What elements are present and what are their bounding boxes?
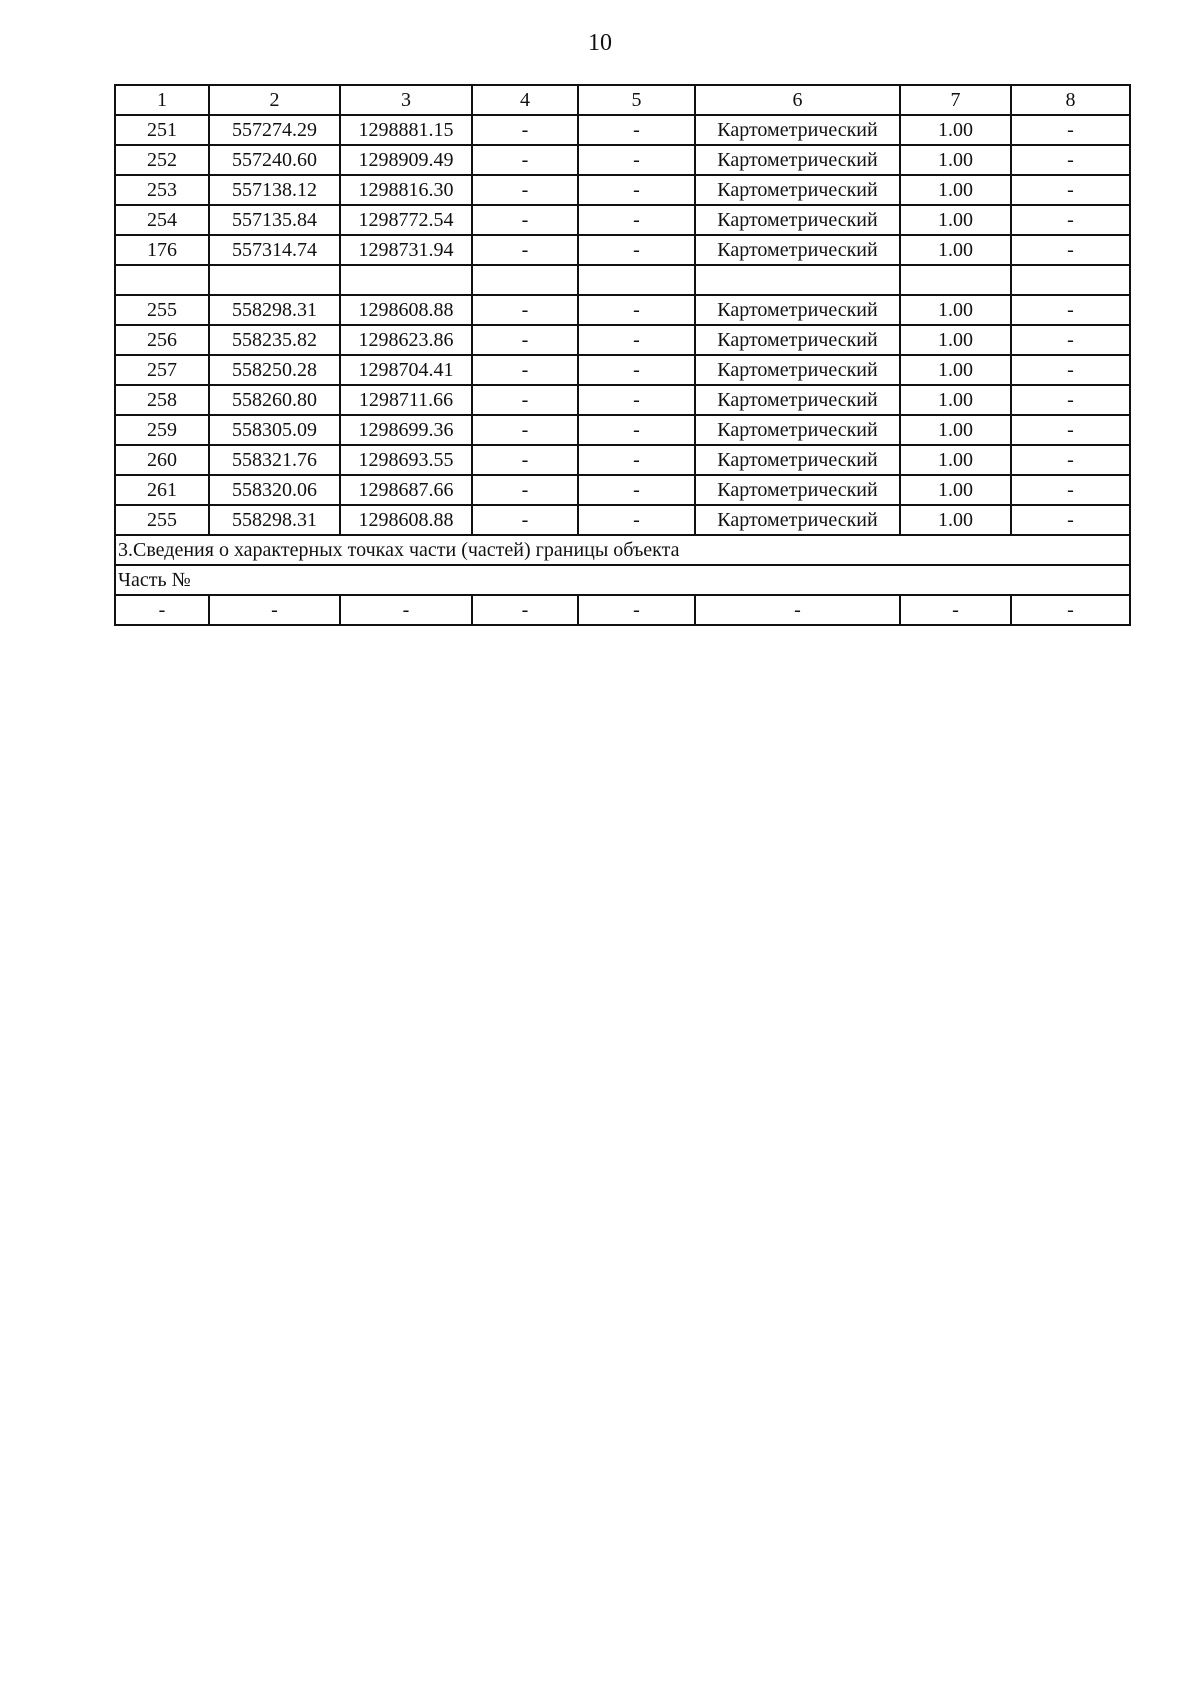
table-cell: -	[1011, 175, 1130, 205]
table-cell: 557138.12	[209, 175, 340, 205]
table-cell: -	[472, 385, 578, 415]
table-cell: -	[1011, 205, 1130, 235]
table-cell: -	[115, 595, 209, 625]
table-cell: 1.00	[900, 385, 1011, 415]
table-cell: Картометрический	[695, 325, 900, 355]
table-cell: 1298704.41	[340, 355, 472, 385]
table-cell: -	[1011, 235, 1130, 265]
empty-cell	[115, 265, 209, 295]
empty-cell	[695, 265, 900, 295]
table-cell: -	[209, 595, 340, 625]
table-cell: 1298772.54	[340, 205, 472, 235]
header-cell: 2	[209, 85, 340, 115]
header-cell: 8	[1011, 85, 1130, 115]
table-cell: -	[1011, 505, 1130, 535]
table-cell: 557240.60	[209, 145, 340, 175]
table-cell: 558321.76	[209, 445, 340, 475]
table-cell: 1298687.66	[340, 475, 472, 505]
table-cell: -	[578, 295, 695, 325]
coordinates-table	[114, 84, 1131, 626]
header-cell: 1	[115, 85, 209, 115]
table-cell: 1.00	[900, 175, 1011, 205]
table-cell: -	[578, 115, 695, 145]
table-cell: -	[472, 355, 578, 385]
table-cell: -	[472, 295, 578, 325]
table-cell: 558250.28	[209, 355, 340, 385]
table-cell: 253	[115, 175, 209, 205]
table-cell: 558298.31	[209, 295, 340, 325]
header-row	[115, 85, 1130, 115]
table-cell: -	[472, 115, 578, 145]
table-row	[115, 415, 1130, 445]
table-cell: -	[472, 205, 578, 235]
table-cell: 260	[115, 445, 209, 475]
table-cell: 1298699.36	[340, 415, 472, 445]
table-cell: Картометрический	[695, 415, 900, 445]
table-row	[115, 355, 1130, 385]
table-cell: Картометрический	[695, 445, 900, 475]
section-3-title: 3.Сведения о характерных точках части (частей) границы объекта	[115, 535, 1130, 565]
table-cell: 1.00	[900, 145, 1011, 175]
table-cell: 1.00	[900, 355, 1011, 385]
table-cell: -	[578, 145, 695, 175]
table-cell: 1.00	[900, 505, 1011, 535]
table-cell: 1.00	[900, 115, 1011, 145]
header-cell: 6	[695, 85, 900, 115]
table-cell: 558235.82	[209, 325, 340, 355]
table-cell: 254	[115, 205, 209, 235]
table-cell: -	[578, 205, 695, 235]
table-cell: -	[578, 415, 695, 445]
empty-cell	[472, 265, 578, 295]
table-row	[115, 385, 1130, 415]
table-cell: 558305.09	[209, 415, 340, 445]
table-row	[115, 175, 1130, 205]
table-cell: 1298731.94	[340, 235, 472, 265]
part-number-label: Часть №	[115, 565, 1130, 595]
table-cell: 258	[115, 385, 209, 415]
table-cell: 1.00	[900, 235, 1011, 265]
table-cell: -	[578, 235, 695, 265]
section-title-row	[115, 535, 1130, 565]
table-cell: 558260.80	[209, 385, 340, 415]
table-cell: 1.00	[900, 415, 1011, 445]
table-cell: 558298.31	[209, 505, 340, 535]
table-row	[115, 205, 1130, 235]
table-cell: 176	[115, 235, 209, 265]
empty-cell	[578, 265, 695, 295]
table-cell: 259	[115, 415, 209, 445]
table-cell: -	[578, 325, 695, 355]
empty-cell	[900, 265, 1011, 295]
table-cell: 557274.29	[209, 115, 340, 145]
table-cell: -	[578, 595, 695, 625]
table-cell: -	[472, 445, 578, 475]
table-cell: -	[578, 475, 695, 505]
table-cell: 1.00	[900, 205, 1011, 235]
table-cell: -	[472, 595, 578, 625]
table-cell: -	[1011, 145, 1130, 175]
table-cell: -	[578, 385, 695, 415]
table-cell: Картометрический	[695, 205, 900, 235]
table-cell: Картометрический	[695, 175, 900, 205]
table-cell: -	[578, 445, 695, 475]
table-row	[115, 115, 1130, 145]
table-cell: 1.00	[900, 475, 1011, 505]
table-cell: -	[472, 145, 578, 175]
table-cell: Картометрический	[695, 115, 900, 145]
table-row	[115, 475, 1130, 505]
table-cell: 1298608.88	[340, 295, 472, 325]
table-cell: 255	[115, 295, 209, 325]
empty-cell	[209, 265, 340, 295]
table-cell: 1298623.86	[340, 325, 472, 355]
table-row	[115, 295, 1130, 325]
table-cell: Картометрический	[695, 505, 900, 535]
table-body	[115, 85, 1130, 625]
table-cell: Картометрический	[695, 475, 900, 505]
table-cell: -	[472, 175, 578, 205]
table-cell: 558320.06	[209, 475, 340, 505]
table-cell: 255	[115, 505, 209, 535]
header-cell: 7	[900, 85, 1011, 115]
table-cell: 1298711.66	[340, 385, 472, 415]
table-cell: 1.00	[900, 445, 1011, 475]
table-cell: 557314.74	[209, 235, 340, 265]
table-cell: Картометрический	[695, 355, 900, 385]
table-cell: -	[900, 595, 1011, 625]
table-cell: -	[472, 415, 578, 445]
table-cell: 252	[115, 145, 209, 175]
part-label-row	[115, 565, 1130, 595]
empty-cell	[340, 265, 472, 295]
table-cell: -	[1011, 445, 1130, 475]
table-cell: -	[1011, 385, 1130, 415]
table-cell: Картометрический	[695, 145, 900, 175]
table-cell: -	[1011, 595, 1130, 625]
table-cell: 1298608.88	[340, 505, 472, 535]
table-cell: -	[1011, 355, 1130, 385]
table-cell: -	[1011, 295, 1130, 325]
table-cell: -	[1011, 475, 1130, 505]
page-number: 10	[588, 30, 612, 56]
table-cell: 1298693.55	[340, 445, 472, 475]
table-cell: -	[1011, 115, 1130, 145]
empty-cell	[1011, 265, 1130, 295]
table-cell: -	[578, 175, 695, 205]
table-cell: -	[472, 475, 578, 505]
table-cell: 1298816.30	[340, 175, 472, 205]
table-row	[115, 325, 1130, 355]
table-cell: 557135.84	[209, 205, 340, 235]
table-row	[115, 235, 1130, 265]
header-cell: 5	[578, 85, 695, 115]
table-cell: 256	[115, 325, 209, 355]
table-cell: 1.00	[900, 325, 1011, 355]
table-row	[115, 445, 1130, 475]
table-cell: -	[340, 595, 472, 625]
table-cell: Картометрический	[695, 385, 900, 415]
table-cell: -	[472, 235, 578, 265]
table-cell: 1298909.49	[340, 145, 472, 175]
table-cell: -	[578, 505, 695, 535]
table-cell: 1.00	[900, 295, 1011, 325]
table-cell: -	[1011, 325, 1130, 355]
table-cell: -	[472, 325, 578, 355]
header-cell: 4	[472, 85, 578, 115]
dash-row	[115, 595, 1130, 625]
table-cell: 251	[115, 115, 209, 145]
table-row	[115, 505, 1130, 535]
empty-separator-row	[115, 265, 1130, 295]
table-row	[115, 145, 1130, 175]
table-cell: Картометрический	[695, 295, 900, 325]
header-cell: 3	[340, 85, 472, 115]
table-cell: -	[578, 355, 695, 385]
table-cell: -	[1011, 415, 1130, 445]
table-cell: -	[472, 505, 578, 535]
table-cell: -	[695, 595, 900, 625]
table-cell: Картометрический	[695, 235, 900, 265]
table-cell: 257	[115, 355, 209, 385]
table-cell: 1298881.15	[340, 115, 472, 145]
table-cell: 261	[115, 475, 209, 505]
